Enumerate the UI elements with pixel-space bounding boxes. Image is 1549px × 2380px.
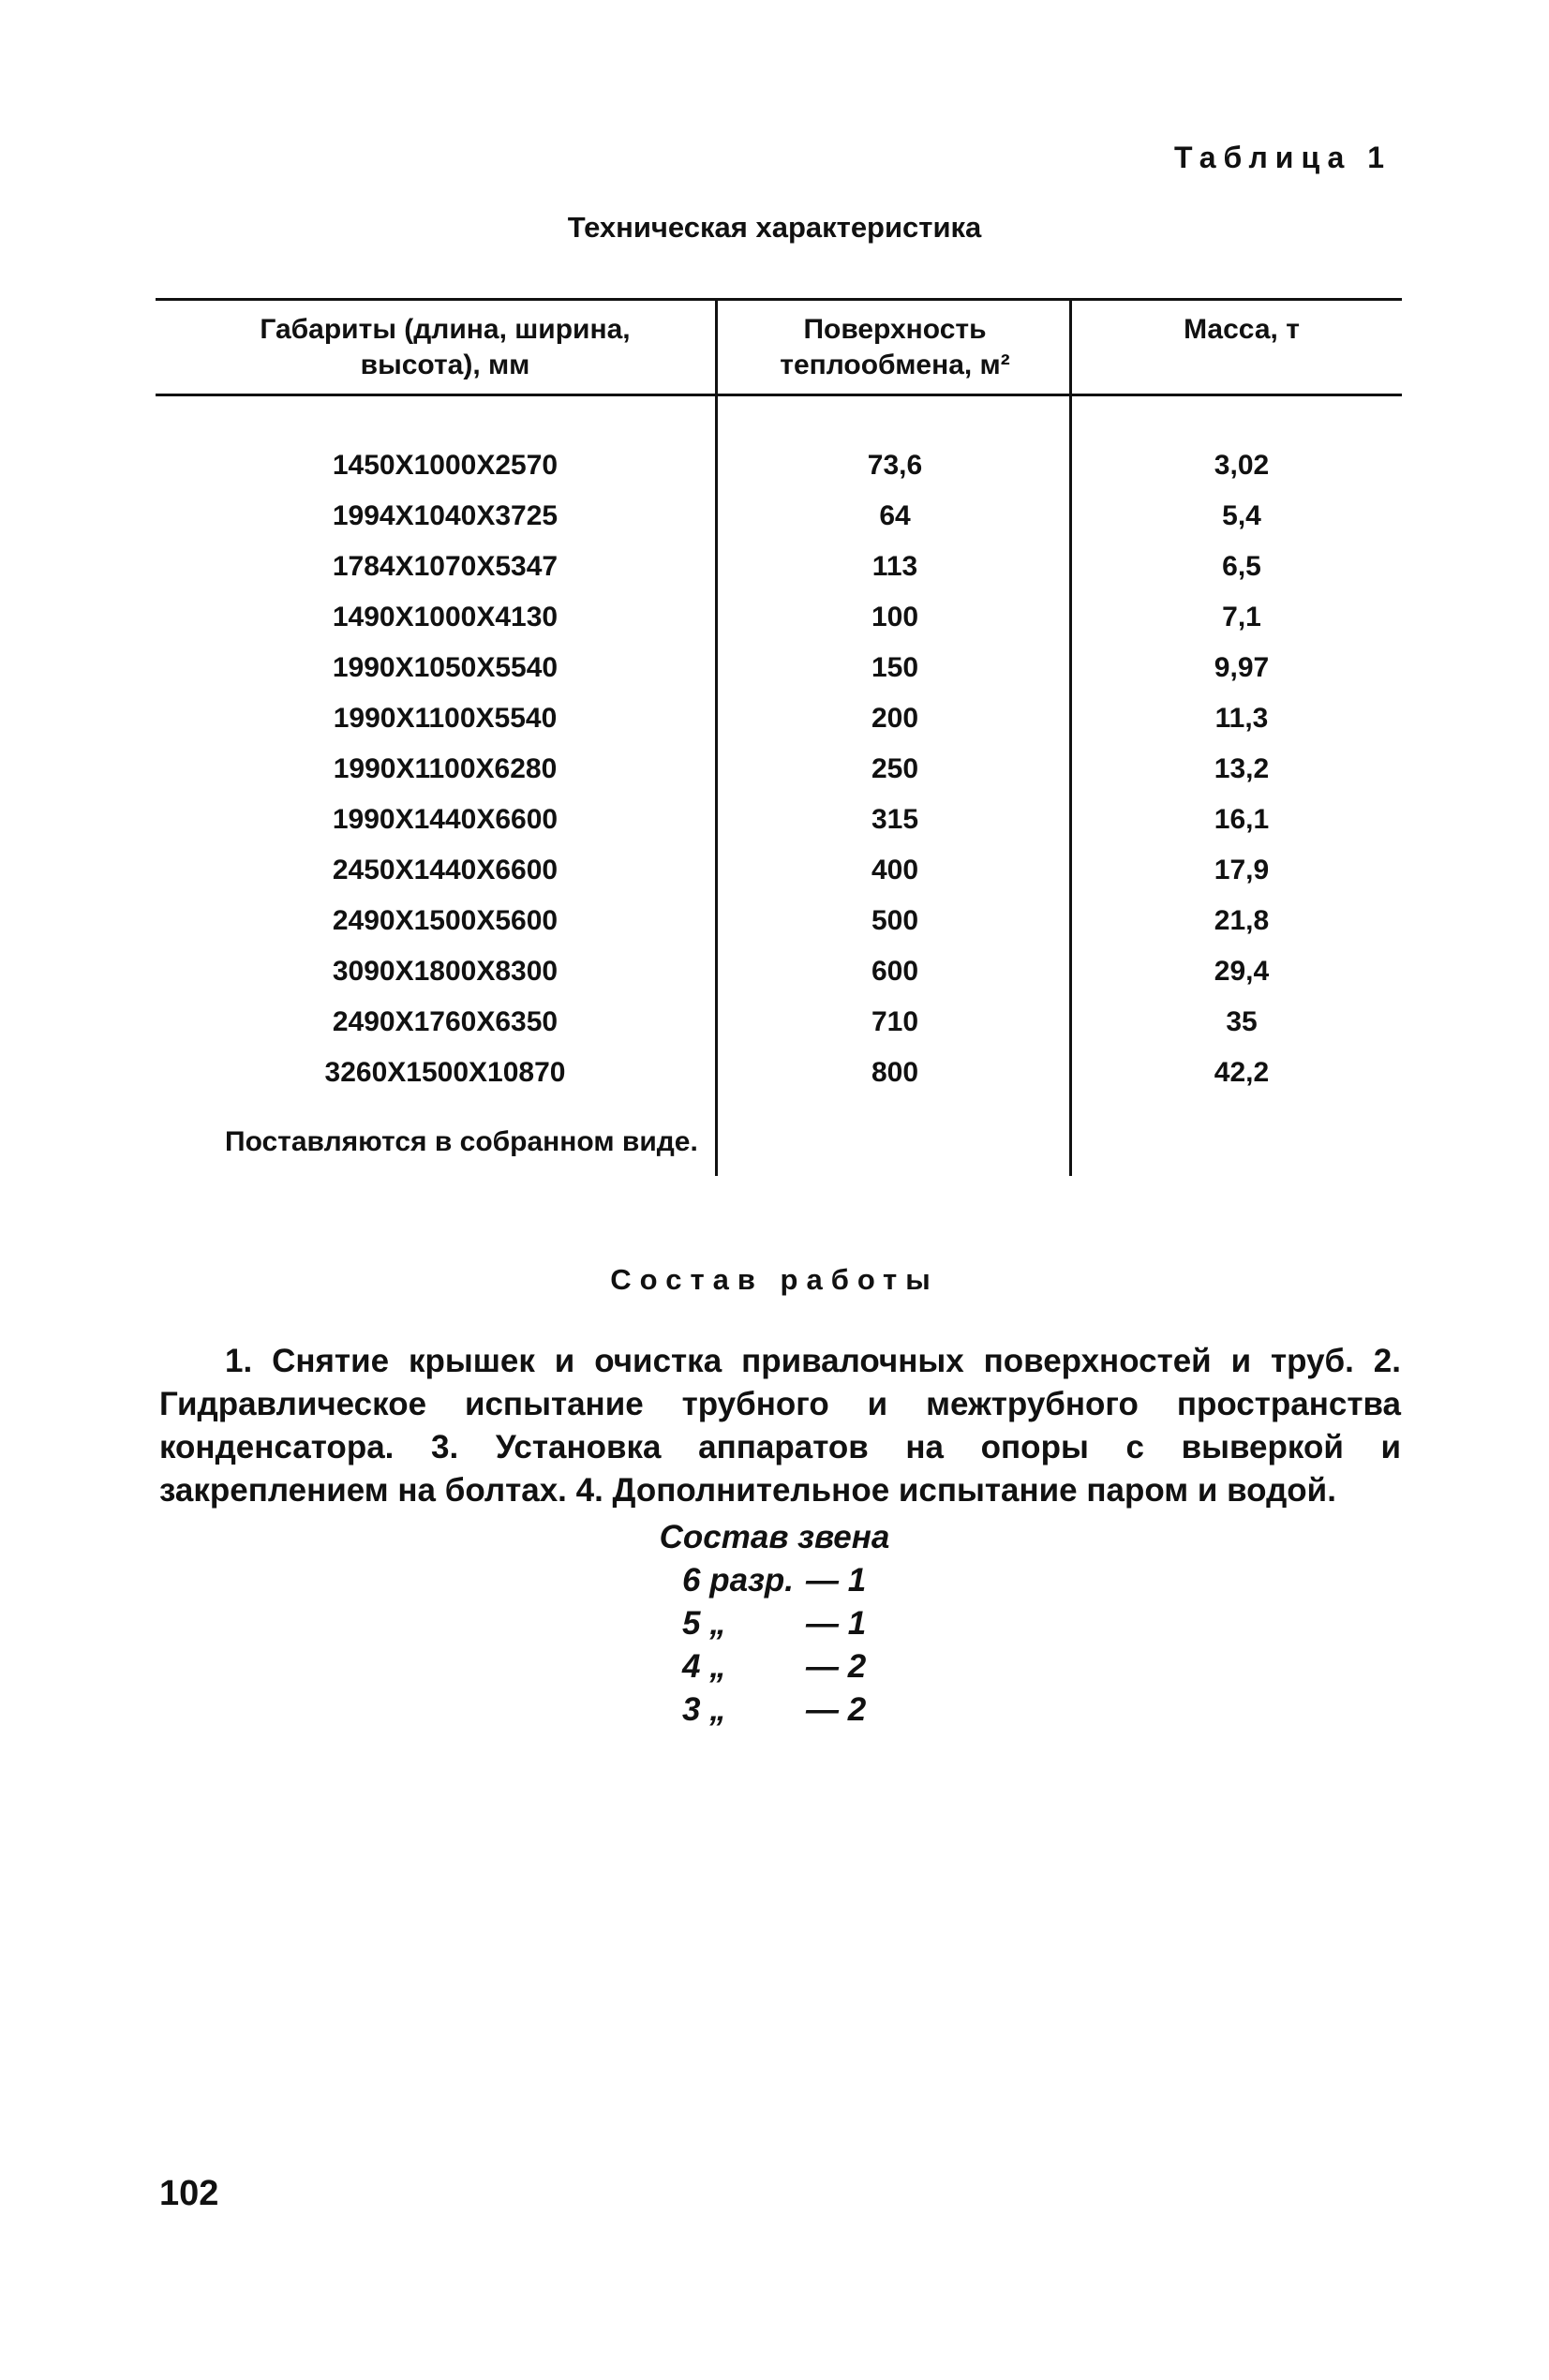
- dimensions-cell: 1990Х1050Х5540: [332, 652, 559, 683]
- mass-cell: 7,1: [1222, 602, 1261, 632]
- crew-grade: 5 „: [682, 1605, 726, 1642]
- mass-cell: 21,8: [1214, 905, 1270, 936]
- dimensions-cell: 1990Х1100Х6280: [333, 753, 558, 784]
- mass-cell: 16,1: [1214, 804, 1270, 835]
- page-number: 102: [159, 2174, 219, 2213]
- surface-cell: 64: [879, 500, 911, 531]
- table-top-rule: [156, 298, 1402, 301]
- mass-cell: 35: [1226, 1006, 1258, 1037]
- column-divider-2: [1069, 300, 1072, 1176]
- mass-cell: 5,4: [1222, 500, 1261, 531]
- table-title: Техническая характеристика: [567, 211, 982, 244]
- dimensions-cell: 2490Х1760Х6350: [332, 1006, 559, 1037]
- header-mass: Масса, т: [1184, 314, 1300, 345]
- crew-grade: 3 „: [682, 1691, 726, 1728]
- dimensions-cell: 2450Х1440Х6600: [332, 855, 559, 885]
- table-note: Поставляются в собранном виде.: [225, 1126, 698, 1157]
- dimensions-cell: 3260Х1500Х10870: [324, 1057, 566, 1088]
- crew-grade: 6 разр.: [682, 1562, 794, 1599]
- header-dimensions: Габариты (длина, ширина, высота), мм: [260, 314, 631, 380]
- table-header-rule: [156, 394, 1402, 396]
- table-label: Таблица 1: [1173, 141, 1392, 174]
- mass-cell: 29,4: [1214, 956, 1270, 987]
- crew-count: — 2: [806, 1691, 867, 1728]
- surface-cell: 150: [871, 652, 919, 683]
- dimensions-cell: 1450Х1000Х2570: [332, 450, 559, 481]
- surface-cell: 400: [871, 855, 919, 885]
- crew-grade: 4 „: [682, 1648, 726, 1685]
- mass-cell: 6,5: [1222, 551, 1261, 582]
- dimensions-cell: 1990Х1100Х5540: [333, 703, 558, 734]
- surface-cell: 710: [871, 1006, 919, 1037]
- mass-cell: 13,2: [1214, 753, 1270, 784]
- dimensions-cell: 1990Х1440Х6600: [332, 804, 559, 835]
- mass-cell: 17,9: [1214, 855, 1270, 885]
- mass-cell: 9,97: [1214, 652, 1270, 683]
- header-surface: Поверхность теплообмена, м²: [780, 314, 1010, 380]
- dimensions-cell: 1994Х1040Х3725: [332, 500, 559, 531]
- surface-cell: 73,6: [867, 450, 923, 481]
- surface-cell: 315: [871, 804, 919, 835]
- crew-count: — 2: [806, 1648, 867, 1685]
- work-description: 1. Снятие крышек и очистка привалочных поверхностей и труб. 2. Гидравлическое испытание трубного и межтрубного пространства конденсатора. 3. Установка аппаратов на опоры с выверкой и закреплением на болтах. 4. Дополнительное испытание паром и водой.: [159, 1343, 1401, 1509]
- surface-cell: 200: [871, 703, 919, 734]
- surface-cell: 250: [871, 753, 919, 784]
- dimensions-cell: 2490Х1500Х5600: [332, 905, 559, 936]
- crew-count: — 1: [806, 1605, 867, 1642]
- mass-cell: 11,3: [1214, 703, 1269, 734]
- surface-cell: 100: [871, 602, 919, 632]
- mass-cell: 42,2: [1214, 1057, 1270, 1088]
- dimensions-cell: 1784Х1070Х5347: [332, 551, 559, 582]
- surface-cell: 600: [871, 956, 919, 987]
- surface-cell: 113: [871, 551, 918, 582]
- section-title: Состав работы: [610, 1263, 939, 1296]
- crew-count: — 1: [806, 1562, 867, 1599]
- mass-cell: 3,02: [1214, 450, 1270, 481]
- dimensions-cell: 1490Х1000Х4130: [332, 602, 559, 632]
- crew-title: Состав звена: [659, 1519, 890, 1555]
- surface-cell: 800: [871, 1057, 919, 1088]
- dimensions-cell: 3090Х1800Х8300: [332, 956, 559, 987]
- surface-cell: 500: [871, 905, 919, 936]
- column-divider-1: [715, 300, 718, 1176]
